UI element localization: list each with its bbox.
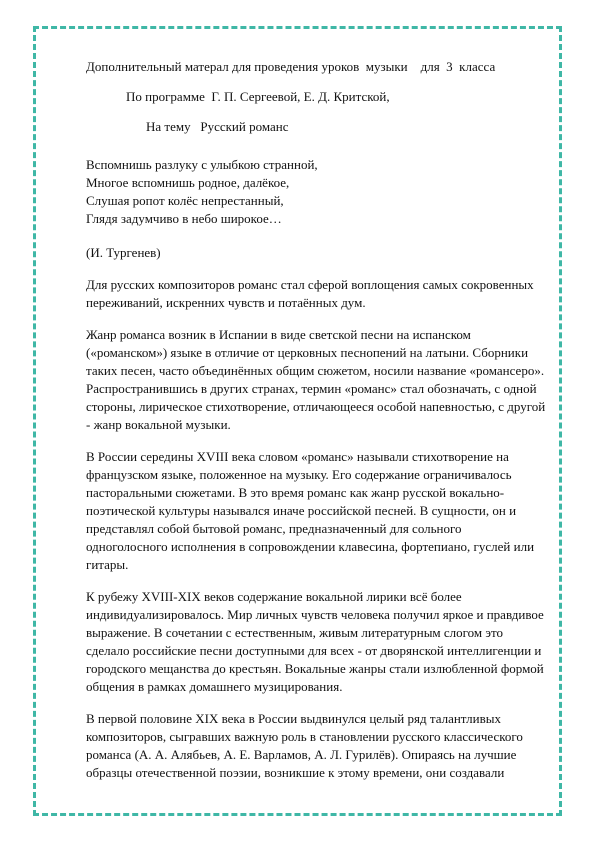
poem-epigraph [86,156,546,228]
poem-line: Вспомнишь разлуку с улыбкою странной, [86,157,318,172]
doc-header-line-1: Дополнительный матерал для проведения уроков музыки для 3 класса [86,59,496,74]
poem-line: Слушая ропот колёс непрестанный, [86,193,284,208]
poem-line: Глядя задумчиво в небо широкое… [86,211,282,226]
paragraph: Жанр романса возник в Испании в виде светской песни на испанском («романском») языке в отличие от церковных песнопений на латыни. Сборники таких песен, часто объединённых общим сюжетом, носили название «романсеро». Распространившись в других странах, термин «романс» стал обозначать, с одной стороны, лирическое стихотворение, отличающееся особой напевностью, с другой - жанр вокальной музыки. [86,327,546,432]
document-body [86,52,546,782]
poem-author: (И. Тургенев) [86,245,161,260]
paragraph: В первой половине XIX века в России выдвинулся целый ряд талантливых композиторов, сыгравших важную роль в становлении русского классического романса (А. А. Алябьев, А. Е. Варламов, А. Л. Гурилёв). Опираясь на лучшие образцы отечественной поэзии, возникшие к этому времени, они создавали [86,711,523,780]
doc-header-line-2: По программе Г. П. Сергеевой, Е. Д. Критской, [126,89,390,104]
paragraph: В России середины XVIII века словом «романс» называли стихотворение на французском языке, положенное на музыку. Его содержание ограничивалось пасторальными сюжетами. В это время романс как жанр русской вокально-поэтической культуры назывался иначе российской песней. В сущности, он и представлял собой бытовой романс, предназначенный для сольного одноголосного исполнения в сопровождении клавесина, фортепиано, гуслей или гитары. [86,449,535,572]
paragraph: К рубежу XVIII-XIX веков содержание вокальной лирики всё более индивидуализировалось. Мир личных чувств человека получил яркое и правдивое выражение. В сочетании с естественным, живым литературным слогом это сделало российские песни доступными для всех - от дворянской интеллигенции и городского мещанства до крестьян. Вокальные жанры стали излюбленной формой общения в рамках домашнего музицирования. [86,589,544,694]
poem-line: Многое вспомнишь родное, далёкое, [86,175,290,190]
doc-topic: На тему Русский романс [146,119,289,134]
paragraph: Для русских композиторов романс стал сферой воплощения самых сокровенных переживаний, искренних чувств и потаённых дум. [86,277,534,310]
